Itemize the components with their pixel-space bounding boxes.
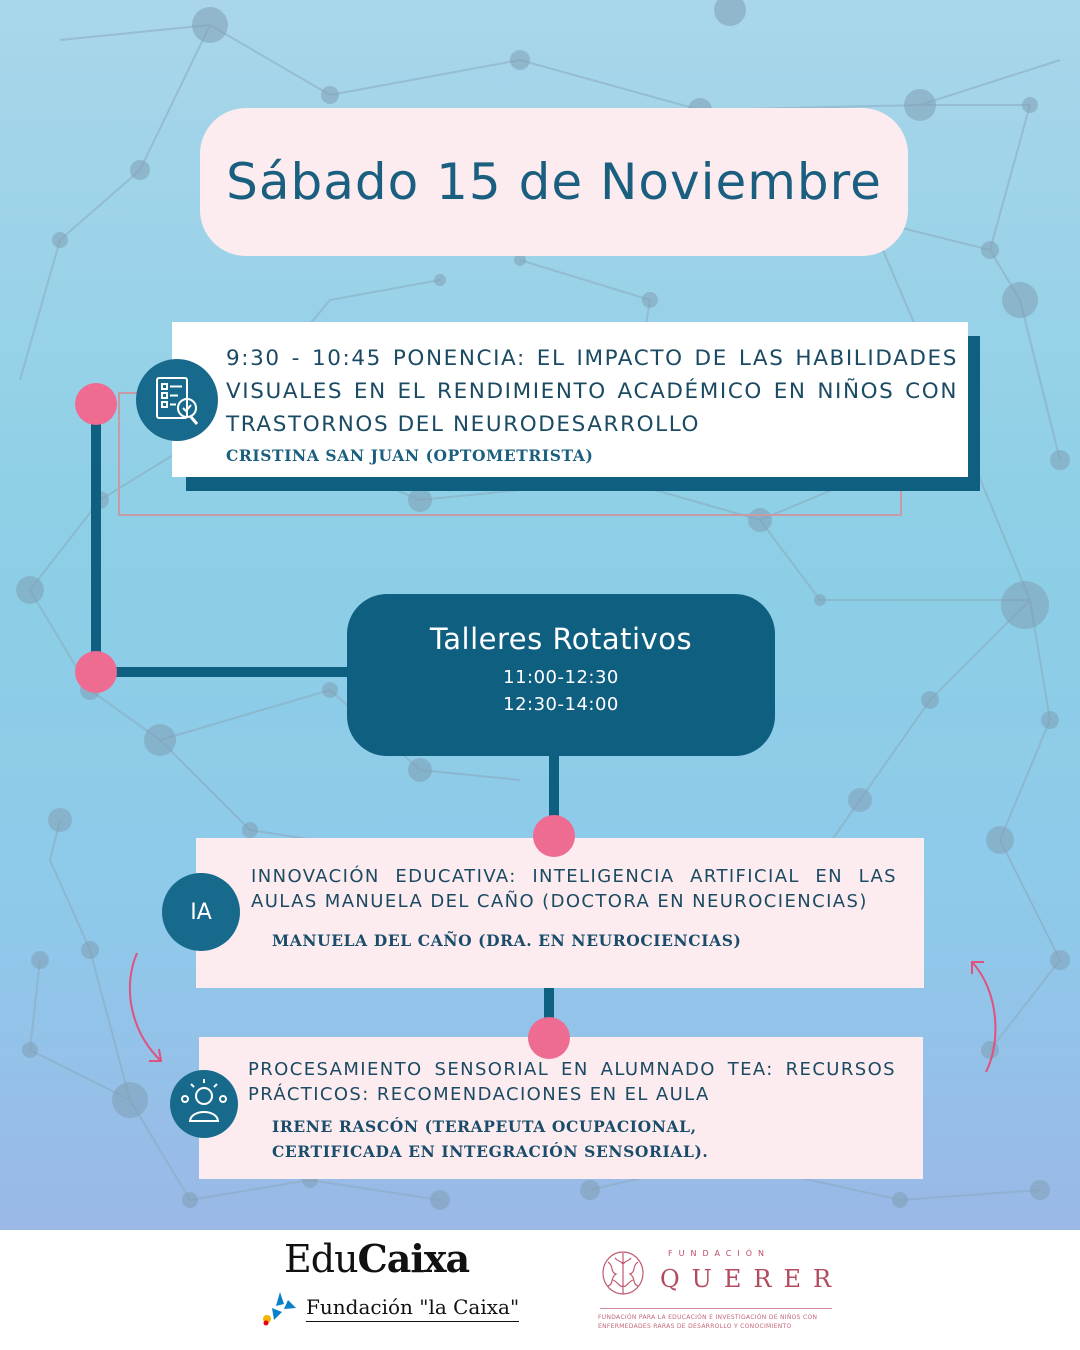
ponencia-title: 9:30 - 10:45 PONENCIA: EL IMPACTO DE LAS HABILIDADES VISUALES EN EL RENDIMIENTO ACADÉMICO EN NIÑOS CON TRASTORNOS DEL NEURODESARROLLO bbox=[226, 346, 958, 437]
talleres-time-1: 11:00-12:30 bbox=[503, 667, 619, 688]
workshop-ia-speaker: MANUELA DEL CAÑO (DRA. EN NEUROCIENCIAS) bbox=[272, 931, 742, 950]
ponencia-card bbox=[172, 322, 968, 477]
talleres-time-2: 12:30-14:00 bbox=[503, 694, 619, 715]
talleres-box bbox=[347, 594, 775, 756]
curved-arrow-down-icon bbox=[115, 945, 175, 1075]
workshop-sensorial-card bbox=[199, 1037, 923, 1179]
educaixa-logo-bold: Caixa bbox=[357, 1236, 470, 1281]
talleres-title: Talleres Rotativos bbox=[429, 622, 693, 656]
educaixa-logo-light: Edu bbox=[284, 1237, 358, 1281]
querer-fundacion-label: FUNDACIÓN bbox=[668, 1249, 771, 1258]
checklist-magnifier-icon bbox=[136, 359, 218, 441]
timeline-dot-3 bbox=[533, 815, 575, 857]
querer-divider bbox=[600, 1308, 832, 1309]
timeline-dot-4 bbox=[528, 1017, 570, 1059]
timeline-dot-2 bbox=[75, 651, 117, 693]
date-banner: Sábado 15 de Noviembre bbox=[200, 108, 908, 256]
workshop-sensorial-title: PROCESAMIENTO SENSORIAL EN ALUMNADO TEA: RECURSOS PRÁCTICOS: RECOMENDACIONES EN EL AULA bbox=[248, 1059, 896, 1105]
querer-logo-text: QUERER bbox=[660, 1265, 844, 1293]
footer-logos bbox=[0, 1230, 1080, 1350]
educaixa-logo bbox=[284, 1236, 469, 1281]
lacaixa-star-icon bbox=[258, 1290, 298, 1326]
timeline-line-horizontal bbox=[96, 667, 350, 677]
lacaixa-logo bbox=[258, 1290, 519, 1326]
querer-subtitle: FUNDACIÓN PARA LA EDUCACIÓN E INVESTIGACIÓN DE NIÑOS CON ENFERMEDADES RARAS DE DESARROLLO Y CONOCIMIENTO bbox=[598, 1314, 818, 1330]
timeline-dot-1 bbox=[75, 383, 117, 425]
curved-arrow-up-icon bbox=[958, 950, 1018, 1080]
brain-logo-icon bbox=[598, 1248, 648, 1298]
timeline-line-left bbox=[91, 384, 101, 674]
workshop-ia-card bbox=[196, 838, 924, 988]
workshop-ia-title: INNOVACIÓN EDUCATIVA: INTELIGENCIA ARTIFICIAL EN LAS AULAS MANUELA DEL CAÑO (DOCTORA EN NEUROCIENCIAS) bbox=[251, 866, 897, 912]
ponencia-speaker: CRISTINA SAN JUAN (OPTOMETRISTA) bbox=[226, 446, 594, 465]
ia-badge: IA bbox=[162, 873, 240, 951]
lacaixa-text: Fundación "la Caixa" bbox=[306, 1295, 519, 1322]
workshop-sensorial-speaker: IRENE RASCÓN (TERAPEUTA OCUPACIONAL, CERTIFICADA EN INTEGRACIÓN SENSORIAL). bbox=[272, 1117, 709, 1161]
sensory-person-icon bbox=[170, 1070, 238, 1138]
